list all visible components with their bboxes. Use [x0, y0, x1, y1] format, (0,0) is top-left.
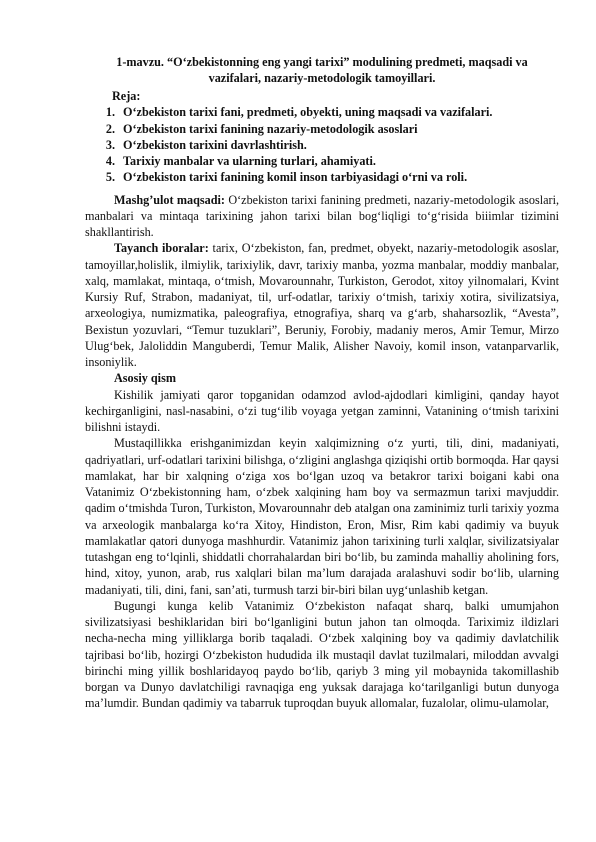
plan-item — [93, 169, 559, 185]
plan-item-number: 3. — [105, 137, 115, 152]
plan-item — [93, 137, 559, 153]
document-page — [85, 54, 559, 712]
goal-text: O‘zbekiston tarixi fanining predmeti, nazariy-metodologik asoslari, manbalari va mintaqa tarixining jahon tarixi bilan bog‘liqligi to‘g‘risida biiimlar tizimini shakllantirish. — [85, 192, 560, 239]
keywords-text: tarix, O‘zbekiston, fan, predmet, obyekt, nazariy-metodologik asoslar, tamoyillar,holislik, ilmiylik, tarixiylik, davr, tarixiy manba, yozma manbalar, moddiy manbalar, xalq, mamlakat, mintaqa, o‘tmish, Movarounnahr, Turkiston, Gerodot, xitoy yilnomalari, Kvint Kursiy Ruf, Strabon, madaniyat, til, urf-odatlar, tarixiy o‘tmish, tarixiy xotira, sivilizatsiya, arxeologiya, numizmatika, paleografiya, etnografiya, sharq va g‘arb, shaharsozlik, “Avesta”, Bexistun yozuvlari, “Temur tuzuklari”, Beruniy, Forobiy, madaniy meros, Amir Temur, Mirzo Ulug‘bek, Jaloliddin Manguberdi, Temur Malik, Alisher Navoiy, komil inson, vatanparvarlik, insoniylik. — [85, 241, 560, 369]
keywords-label: Tayanch iboralar: — [114, 241, 209, 256]
plan-item-text: O‘zbekiston tarixi fani, predmeti, obyekti, uning maqsadi va vazifalari. — [123, 105, 493, 120]
plan-item — [93, 153, 559, 169]
plan-item — [93, 104, 559, 120]
body-paragraph: Kishilik jamiyati qaror topganidan odamzod avlod-ajdodlari kimligini, qanday hayot kechirganligini, nasl-nasabini, o‘zi tug‘ilib voyaga yetgan zaminni, Vatanining o‘tmish tarixini bilishni istaydi. — [85, 387, 559, 434]
plan-item-text: O‘zbekiston tarixi fanining komil inson tarbiyasidagi o‘rni va roli. — [123, 170, 468, 185]
plan-item-number: 5. — [105, 170, 115, 185]
plan-item-text: O‘zbekiston tarixi fanining nazariy-metodologik asoslari — [123, 121, 418, 136]
body-paragraph: Mustaqillikka erishganimizdan keyin xalqimizning o‘z yurti, tili, dini, madaniyati, qadriyatlari, urf-odatlari tarixini bilishga, o‘zligini anglashga qiziqishi ortib bormoqda. Har qaysi mamlakat, har bir xalqning o‘ziga xos bo‘lgan uzoq va betakror tarixi boigani kabi ona Vatanimiz O‘zbekistonning ham, o‘zbek xalqining ham boy va sermazmun tarixi mavjuddir. qadim o‘tmishda Turon, Turkiston, Movarounnahr deb atalgan ona zaminimiz turli tarixiy yozma va arxeologik manbalarga ko‘ra Xitoy, Hindiston, Eron, Misr, Rim kabi qadimiy va buyuk mamlakatlar qatori dunyoga mashhurdir. Vatanimiz jahon tarixining turli xalqlar, sivilizatsiyalar tutashgan eng to‘lqinli, shiddatli chorrahalardan biri bo‘lib, bu zaminda mahalliy aholining fors, hind, xitoy, yunon, arab, rus xalqlari bilan ma’lum darajada aralashuvi sodir bo‘lib, ularning madaniyati, tili, dini, fani, san’ati, turmush tarzi bir-biri bilan uyg‘unlashib ketgan. — [85, 436, 559, 597]
body-paragraph: Bugungi kunga kelib Vatanimiz O‘zbekiston nafaqat sharq, balki umumjahon sivilizatsiyasi beshiklaridan biri bo‘lganligini butun jahon tan olmoqda. Tariximiz ildizlari necha-necha ming yilliklarga borib taqaladi. O‘zbek xalqining boy va qadimiy davlatchilik tajribasi bo‘lib, hozirgi O‘zbekiston hududida ilk mustaqil davlat tuzilmalari, miloddan avvalgi birinchi ming yillik boshlaridayoq paydo bo‘lib, qariyb 3 ming yil mobaynida takomillashib borgan va Dunyo davlatchiligi ravnaqiga eng yuksak darajaga ko‘tarilganligi butun dunyoga ma’lumdir. Bundan qadimiy va tabarruk tuproqdan buyuk allomalar, fuzalolar, olimu-ulamolar, — [85, 598, 559, 711]
plan-heading: Reja: — [112, 89, 141, 103]
plan-item — [93, 121, 559, 137]
plan-item-number: 2. — [105, 121, 115, 136]
plan-list — [85, 104, 559, 185]
plan-item-text: Tarixiy manbalar va ularning turlari, ahamiyati. — [123, 154, 376, 168]
main-section-heading: Asosiy qism — [114, 371, 176, 386]
goal-label: Mashg’ulot maqsadi: — [114, 192, 225, 207]
plan-item-number: 4. — [105, 154, 115, 168]
plan-item-number: 1. — [105, 105, 115, 120]
keywords-paragraph — [85, 240, 559, 370]
plan-item-text: O‘zbekiston tarixini davrlashtirish. — [123, 137, 307, 152]
document-title: 1-mavzu. “O‘zbekistonning eng yangi tarixi” modulining predmeti, maqsadi va vazifalari, nazariy-metodologik tamoyillari. — [116, 55, 528, 85]
goal-paragraph — [85, 192, 559, 241]
